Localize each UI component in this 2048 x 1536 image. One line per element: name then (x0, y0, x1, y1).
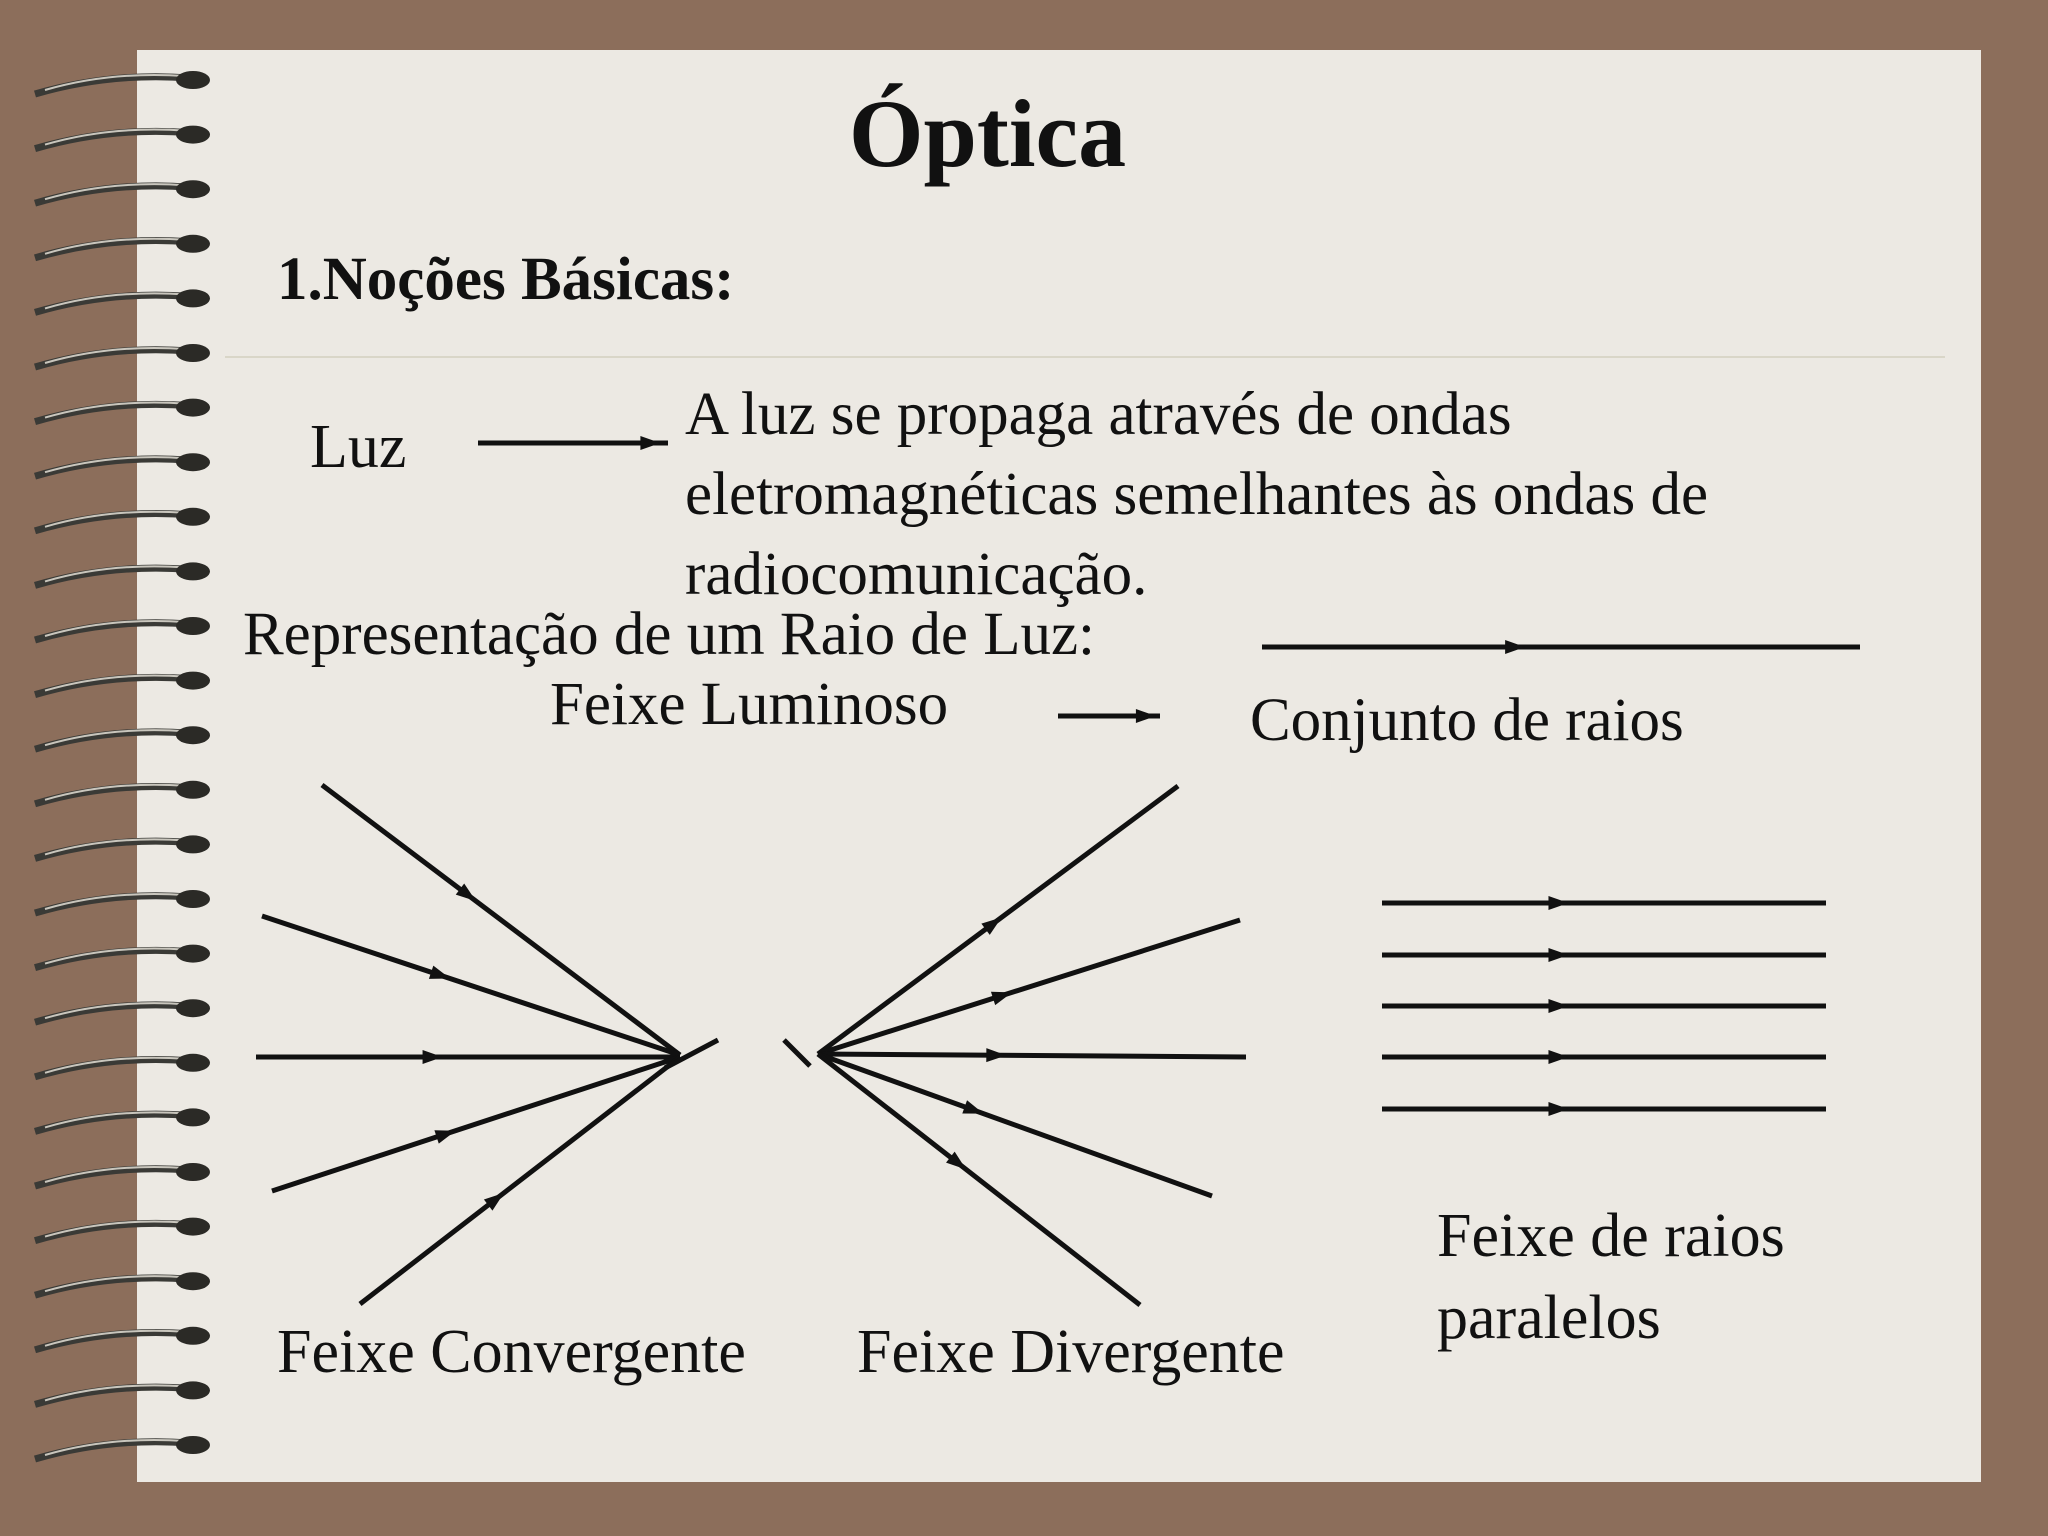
parallel-ray-arrowhead (1548, 1102, 1568, 1116)
parallel-ray-arrowhead (1548, 1050, 1568, 1064)
convergent-ray (262, 916, 680, 1055)
convergent-ray (322, 785, 680, 1055)
light-description-line: eletromagnéticas semelhantes às ondas de (685, 461, 1709, 528)
convergent-ray (360, 1057, 680, 1304)
ray-representation-label: Representação de um Raio de Luz: (243, 601, 1095, 668)
light-arrow-arrowhead (640, 436, 660, 450)
convergent-ray (272, 1057, 680, 1191)
divergent-ray (818, 920, 1240, 1054)
convergent-beam-label: Feixe Convergente (277, 1318, 746, 1386)
divergent-ray (818, 1054, 1212, 1196)
light-description-line: radiocomunicação. (685, 541, 1148, 608)
parallel-ray-arrowhead (1548, 896, 1568, 910)
divergent-beam-label: Feixe Divergente (857, 1318, 1285, 1386)
divergent-ray (818, 1054, 1246, 1057)
convergent-ray-arrowhead (434, 1130, 455, 1143)
divergent-ray-arrowhead (962, 1100, 983, 1113)
parallel-ray-arrowhead (1548, 948, 1568, 962)
beam-description: Conjunto de raios (1250, 687, 1684, 754)
divergent-ray-arrowhead (986, 1048, 1006, 1062)
convergent-ray-arrowhead (429, 966, 450, 979)
light-description-line: A luz se propaga através de ondas (685, 381, 1512, 448)
convergent-ray-arrowhead (423, 1050, 443, 1064)
parallel-beam-label-line: paralelos (1437, 1284, 1661, 1352)
divergent-ray (818, 1054, 1140, 1305)
parallel-beam-label-line: Feixe de raios (1437, 1202, 1785, 1270)
divergent-ray-arrowhead (991, 992, 1012, 1005)
beam-arrow-arrowhead (1136, 709, 1156, 723)
slide-title: Óptica (848, 80, 1127, 187)
parallel-ray-arrowhead (1548, 999, 1568, 1013)
section-heading: 1.Noções Básicas: (277, 246, 735, 313)
parallel-beam-label (1437, 1195, 1785, 1359)
beam-label: Feixe Luminoso (550, 671, 949, 738)
light-ray-arrowhead (1505, 640, 1525, 654)
light-label: Luz (310, 413, 407, 481)
divergent-focus-mark (784, 1040, 810, 1066)
